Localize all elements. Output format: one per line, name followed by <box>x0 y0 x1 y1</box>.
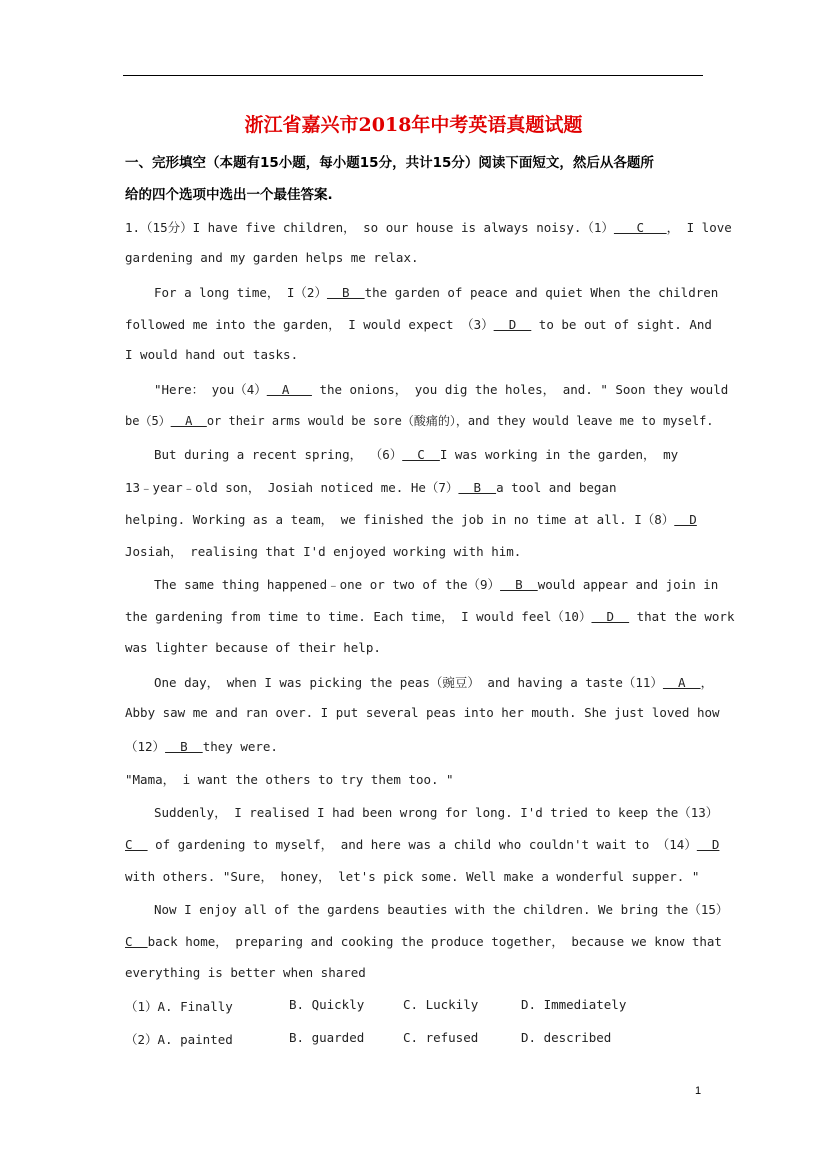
section-heading-line-1: 一、完形填空（本题有15小题，每小题15分，共计15分）阅读下面短文，然后从各题所 <box>125 155 654 171</box>
text: 1.（15分）I have five children， so our house is always noisy.（1） <box>125 220 614 235</box>
passage-line: was lighter because of their help. <box>125 640 381 655</box>
header-rule <box>123 75 703 76</box>
passage-line <box>125 412 714 432</box>
text: 13﹣year﹣old son， Josiah noticed me. He（7） <box>125 480 459 495</box>
passage-line <box>125 932 722 952</box>
text: a tool and began <box>496 480 617 495</box>
text: （12） <box>125 739 166 754</box>
answer-blank: D <box>493 317 532 332</box>
passage-line <box>154 445 703 465</box>
section-heading-line-2: 给的四个选项中选出一个最佳答案. <box>125 187 333 203</box>
answer-blank: D <box>591 609 630 624</box>
answer-blank: C <box>402 447 440 462</box>
answer-blank: C <box>613 220 667 235</box>
answer-blank: A <box>662 675 701 690</box>
text: helping. Working as a team， we finished the job in no time at all. I（8） <box>125 512 675 527</box>
option-2-c: C. refused <box>403 1030 479 1045</box>
passage-line <box>125 737 703 757</box>
option-2-d: D. described <box>521 1030 612 1045</box>
text: ， <box>700 675 714 690</box>
text: the onions， you dig the holes， and. " Soon they would <box>311 382 729 397</box>
text: to be out of sight. And <box>531 317 712 332</box>
answer-blank: B <box>326 285 365 300</box>
passage-line: Suddenly， I realised I had been wrong for long. I'd tried to keep the（13） <box>154 805 719 820</box>
text: or their arms would be sore（酸痛的），and they would leave me to myself. <box>206 414 714 428</box>
passage-line <box>154 673 714 693</box>
text: followed me into the garden， I would expect （3） <box>125 317 494 332</box>
passage-line <box>125 478 703 498</box>
passage-line: gardening and my garden helps me relax. <box>125 250 419 265</box>
passage-line: Abby saw me and ran over. I put several peas into her mouth. She just loved how <box>125 705 720 720</box>
passage-line <box>125 607 735 627</box>
text: that the work <box>629 609 735 624</box>
option-1-d: D. Immediately <box>521 997 627 1012</box>
passage-line <box>125 835 720 855</box>
page-title: 浙江省嘉兴市2018年中考英语真题试题 <box>244 114 583 136</box>
text: the gardening from time to time. Each time， I would feel（10） <box>125 609 592 624</box>
passage-line: with others. "Sure， honey， let's pick some. Well make a wonderful supper. " <box>125 869 700 884</box>
text: One day， when I was picking the peas（豌豆） and having a taste（11） <box>154 675 663 690</box>
answer-blank: A <box>266 382 312 397</box>
answer-blank: B <box>458 480 497 495</box>
answer-blank: B <box>165 739 203 754</box>
passage-line: everything is better when shared <box>125 965 366 980</box>
answer-blank: C <box>125 934 148 949</box>
answer-blank: B <box>500 577 538 592</box>
passage-line: Now I enjoy all of the gardens beauties with the children. We bring the（15） <box>154 902 729 917</box>
passage-line <box>125 510 703 530</box>
text: "Here： you（4） <box>154 382 267 397</box>
option-1-c: C. Luckily <box>403 997 479 1012</box>
text: I was working in the garden， my <box>439 447 679 462</box>
passage-line <box>125 218 732 238</box>
passage-line <box>154 380 729 400</box>
text: For a long time， I（2） <box>154 285 327 300</box>
text: back home， preparing and cooking the produce together， because we know that <box>147 934 722 949</box>
option-2-b: B. guarded <box>289 1030 365 1045</box>
answer-blank: C <box>125 837 148 852</box>
text: of gardening to myself， and here was a child who couldn't wait to （14） <box>147 837 697 852</box>
option-2-a: （2）A. painted <box>125 1032 233 1047</box>
text: would appear and join in <box>537 577 719 592</box>
text: the garden of peace and quiet When the children <box>364 285 719 300</box>
passage-line: "Mama， i want the others to try them too. " <box>125 772 454 787</box>
answer-blank: D <box>696 837 720 852</box>
passage-line <box>125 315 712 335</box>
text: But during a recent spring， （6） <box>154 447 403 462</box>
passage-line: Josiah， realising that I'd enjoyed working with him. <box>125 544 522 559</box>
option-1-a: （1）A. Finally <box>125 999 233 1014</box>
passage-line: I would hand out tasks. <box>125 347 299 362</box>
passage-line <box>154 283 719 303</box>
option-1-b: B. Quickly <box>289 997 365 1012</box>
passage-line <box>154 575 719 595</box>
answer-blank: A <box>170 414 207 428</box>
text: they were. <box>202 739 278 754</box>
text: be（5） <box>125 414 171 428</box>
text: ， I love <box>666 220 732 235</box>
page-number: 1 <box>695 1085 702 1097</box>
text: The same thing happened﹣one or two of the（9） <box>154 577 501 592</box>
answer-blank: D <box>674 512 697 527</box>
